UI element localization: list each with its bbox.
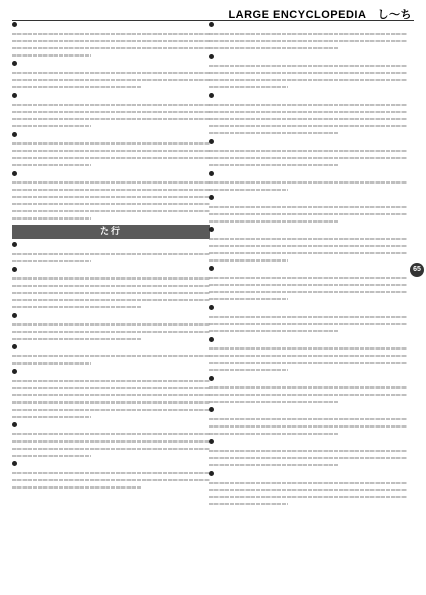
text-line: [209, 76, 407, 83]
text-line: [209, 69, 407, 76]
text-line: [209, 493, 407, 500]
text-line: [209, 289, 407, 296]
entry-body-text: [12, 275, 210, 311]
text-line: [12, 69, 210, 76]
text-line: [209, 130, 407, 137]
encyclopedia-entry: [209, 227, 407, 264]
entry-heading-row: [12, 22, 210, 30]
text-line: [12, 84, 210, 91]
text-line: [12, 296, 210, 303]
text-line: [209, 37, 407, 44]
entry-body-text: [12, 140, 210, 169]
encyclopedia-entry: [209, 139, 407, 169]
entry-heading-row: [209, 54, 407, 62]
text-line: [12, 328, 210, 335]
entry-heading-row: [12, 132, 210, 140]
text-line: [209, 122, 407, 129]
text-line: [12, 179, 210, 186]
entry-heading-row: [209, 266, 407, 274]
entry-body-text: [12, 431, 210, 460]
entry-body-text: [12, 250, 210, 264]
text-line: [12, 250, 210, 257]
entry-heading-row: [209, 171, 407, 179]
text-line: [209, 108, 407, 115]
right-entries: [209, 22, 407, 508]
text-line: [209, 257, 407, 264]
entry-heading-row: [209, 439, 407, 447]
entry-body-text: [12, 101, 210, 130]
text-line: [12, 257, 210, 264]
text-line: [12, 438, 210, 445]
text-line: [12, 470, 210, 477]
entry-body-text: [209, 384, 407, 406]
entry-heading-row: [12, 422, 210, 430]
bullet-icon: [209, 227, 214, 232]
entry-body-text: [209, 416, 407, 438]
entry-heading-row: [12, 313, 210, 321]
entry-body-text: [209, 447, 407, 469]
right-column: [209, 22, 407, 589]
text-line: [209, 242, 407, 249]
text-line: [12, 392, 210, 399]
encyclopedia-entry: [209, 171, 407, 194]
encyclopedia-entry: [209, 195, 407, 225]
entry-body-text: [209, 274, 407, 303]
encyclopedia-entry: [12, 132, 210, 169]
text-line: [209, 84, 407, 91]
text-line: [12, 384, 210, 391]
text-line: [209, 147, 407, 154]
bullet-icon: [209, 439, 214, 444]
bullet-icon: [209, 305, 214, 310]
bullet-icon: [12, 242, 17, 247]
encyclopedia-entry: [12, 171, 210, 222]
entry-heading-row: [12, 344, 210, 352]
text-line: [12, 30, 210, 37]
text-line: [12, 147, 210, 154]
entry-heading-row: [12, 461, 210, 469]
entry-heading-row: [209, 227, 407, 235]
text-line: [12, 335, 210, 342]
bullet-icon: [209, 93, 214, 98]
encyclopedia-entry: [12, 369, 210, 420]
bullet-icon: [12, 171, 17, 176]
entry-heading-row: [209, 376, 407, 384]
bullet-icon: [209, 195, 214, 200]
text-line: [12, 399, 210, 406]
text-line: [12, 413, 210, 420]
text-line: [12, 161, 210, 168]
text-line: [209, 359, 407, 366]
entry-body-text: [209, 479, 407, 508]
encyclopedia-entry: [12, 267, 210, 311]
bullet-icon: [12, 344, 17, 349]
text-line: [209, 281, 407, 288]
text-line: [12, 122, 210, 129]
text-line: [12, 406, 210, 413]
text-line: [209, 501, 407, 508]
entry-body-text: [209, 30, 407, 52]
text-line: [209, 462, 407, 469]
text-line: [12, 101, 210, 108]
encyclopedia-entry: [209, 305, 407, 335]
entry-body-text: [12, 377, 210, 420]
text-line: [12, 208, 210, 215]
text-line: [209, 30, 407, 37]
bullet-icon: [209, 266, 214, 271]
text-line: [12, 154, 210, 161]
bullet-icon: [12, 132, 17, 137]
encyclopedia-entry: [12, 344, 210, 367]
text-line: [12, 360, 210, 367]
text-line: [209, 115, 407, 122]
page-number-tab: 65: [410, 263, 424, 277]
encyclopedia-entry: [12, 242, 210, 265]
text-line: [12, 215, 210, 222]
text-line: [12, 45, 210, 52]
entry-body-text: [12, 470, 210, 492]
entry-heading-row: [209, 139, 407, 147]
bullet-icon: [209, 171, 214, 176]
entry-heading-row: [209, 337, 407, 345]
text-line: [12, 52, 210, 59]
bullet-icon: [12, 267, 17, 272]
bullet-icon: [209, 337, 214, 342]
text-line: [209, 186, 407, 193]
encyclopedia-entry: [12, 61, 210, 91]
text-line: [12, 108, 210, 115]
entry-body-text: [12, 30, 210, 59]
section-heading-ta: た行: [12, 225, 210, 239]
text-line: [209, 398, 407, 405]
entry-heading-row: [209, 407, 407, 415]
bullet-icon: [12, 61, 17, 66]
text-line: [12, 452, 210, 459]
encyclopedia-entry: [209, 439, 407, 469]
bullet-icon: [12, 369, 17, 374]
encyclopedia-entry: [209, 337, 407, 374]
entry-body-text: [12, 353, 210, 367]
text-line: [209, 352, 407, 359]
text-line: [209, 62, 407, 69]
bullet-icon: [12, 93, 17, 98]
text-line: [209, 416, 407, 423]
text-line: [209, 423, 407, 430]
text-line: [209, 101, 407, 108]
text-line: [209, 274, 407, 281]
entry-heading-row: [12, 61, 210, 69]
entry-heading-row: [209, 305, 407, 313]
text-line: [209, 161, 407, 168]
text-line: [209, 384, 407, 391]
text-line: [12, 76, 210, 83]
text-line: [12, 200, 210, 207]
text-line: [209, 455, 407, 462]
text-line: [12, 289, 210, 296]
bullet-icon: [209, 54, 214, 59]
entry-body-text: [209, 101, 407, 137]
text-line: [209, 327, 407, 334]
encyclopedia-title: LARGE ENCYCLOPEDIA し〜ち: [228, 9, 412, 21]
page-header: [0, 6, 426, 20]
entry-heading-row: [12, 242, 210, 250]
text-line: [209, 479, 407, 486]
text-line: [209, 250, 407, 257]
entry-body-text: [12, 179, 210, 222]
text-line: [12, 115, 210, 122]
text-line: [12, 377, 210, 384]
text-line: [12, 303, 210, 310]
entry-heading-row: [209, 93, 407, 101]
entry-heading-row: [209, 22, 407, 30]
text-line: [12, 484, 210, 491]
left-entries-top: [12, 22, 210, 222]
encyclopedia-entry: [12, 422, 210, 459]
header-divider: [12, 20, 414, 21]
encyclopedia-entry: [12, 93, 210, 130]
entry-body-text: [209, 203, 407, 225]
text-line: [209, 154, 407, 161]
entry-body-text: [12, 321, 210, 343]
text-line: [209, 391, 407, 398]
encyclopedia-entry: [12, 22, 210, 59]
text-line: [209, 218, 407, 225]
encyclopedia-entry: [209, 93, 407, 137]
text-line: [209, 235, 407, 242]
left-entries-bottom: [12, 242, 210, 491]
bullet-icon: [12, 313, 17, 318]
text-line: [209, 430, 407, 437]
text-line: [209, 211, 407, 218]
text-line: [12, 353, 210, 360]
text-line: [209, 486, 407, 493]
encyclopedia-entry: [209, 266, 407, 303]
entry-heading-row: [12, 171, 210, 179]
encyclopedia-entry: [209, 22, 407, 52]
entry-body-text: [209, 235, 407, 264]
left-column: [12, 22, 210, 589]
entry-heading-row: [12, 267, 210, 275]
encyclopedia-entry: [12, 461, 210, 491]
text-line: [209, 313, 407, 320]
encyclopedia-entry: [12, 313, 210, 343]
bullet-icon: [209, 139, 214, 144]
entry-body-text: [209, 313, 407, 335]
bullet-icon: [209, 376, 214, 381]
encyclopedia-entry: [209, 376, 407, 406]
text-line: [209, 179, 407, 186]
bullet-icon: [209, 22, 214, 27]
text-line: [12, 431, 210, 438]
bullet-icon: [209, 407, 214, 412]
entry-body-text: [209, 345, 407, 374]
text-line: [12, 477, 210, 484]
entry-body-text: [209, 179, 407, 193]
entry-heading-row: [209, 195, 407, 203]
text-line: [12, 140, 210, 147]
entry-heading-row: [12, 93, 210, 101]
text-line: [209, 45, 407, 52]
text-line: [12, 37, 210, 44]
text-line: [12, 321, 210, 328]
bullet-icon: [12, 461, 17, 466]
entry-body-text: [12, 69, 210, 91]
text-line: [12, 193, 210, 200]
text-line: [12, 275, 210, 282]
text-line: [12, 445, 210, 452]
encyclopedia-entry: [209, 471, 407, 508]
text-line: [209, 203, 407, 210]
text-line: [209, 345, 407, 352]
encyclopedia-entry: [209, 407, 407, 437]
bullet-icon: [12, 422, 17, 427]
entry-heading-row: [209, 471, 407, 479]
text-line: [209, 296, 407, 303]
text-line: [12, 186, 210, 193]
text-line: [12, 282, 210, 289]
entry-body-text: [209, 62, 407, 91]
text-line: [209, 366, 407, 373]
entry-heading-row: [12, 369, 210, 377]
bullet-icon: [12, 22, 17, 27]
entry-body-text: [209, 147, 407, 169]
encyclopedia-entry: [209, 54, 407, 91]
bullet-icon: [209, 471, 214, 476]
text-line: [209, 320, 407, 327]
text-line: [209, 447, 407, 454]
